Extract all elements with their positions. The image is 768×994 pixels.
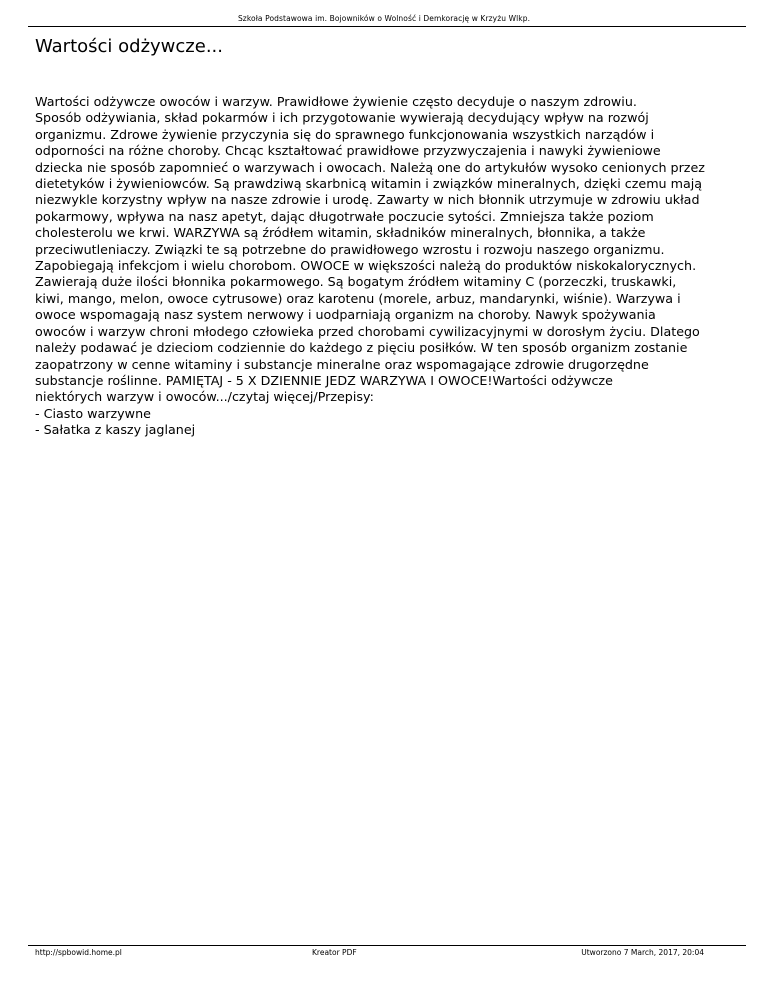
page-title: Wartości odżywcze...	[35, 36, 223, 57]
footer-created-date: Utworzono 7 March, 2017, 20:04	[581, 948, 704, 957]
page-header: Szkoła Podstawowa im. Bojowników o Wolność i Demkorację w Krzyżu Wlkp.	[237, 14, 531, 23]
recipe-link-salatka-z-kaszy-jaglanej[interactable]: - Sałatka z kaszy jaglanej	[35, 422, 196, 438]
footer-divider	[28, 945, 746, 946]
footer-url[interactable]: http://spbowid.home.pl	[35, 948, 122, 957]
article-paragraph: Wartości odżywcze owoców i warzyw. Prawidłowe żywienie często decyduje o naszym zdrowiu. Sposób odżywiania, skład pokarmów i ich przygotowanie wywierają decydujący wpływ na rozwój organizmu. Zdrowe żywienie przyczynia się do sprawnego funkcjonowania wszystkich narządów i odporności na różne choroby. Chcąc kształtować prawidłowe przyzwyczajenia i nawyki żywieniowe dziecka nie sposób zapomnieć o warzywach i owocach. Należą one do artykułów wysoko cenionych przez dietetyków i żywieniowców. Są prawdziwą skarbnicą witamin i związków mineralnych, dzięki czemu mają niezwykle korzystny wpływ na nasze zdrowie i urodę. Zawarty w nich błonnik utrzymuje w zdrowiu układ pokarmowy, wpływa na nasz apetyt, dając długotrwałe poczucie sytości. Zmniejsza także poziom cholesterolu we krwi. WARZYWA są źródłem witamin, składników mineralnych, błonnika, a także przeciwutleniaczy. Związki te są potrzebne do prawidłowego wzrostu i rozwoju naszego organizmu. Zapobiegają infekcjom i wielu chorobom. OWOCE w większości należą do produktów niskokalorycznych. Zawierają duże ilości błonnika pokarmowego. Są bogatym źródłem witaminy C (porzeczki, truskawki, kiwi, mango, melon, owoce cytrusowe) oraz karotenu (morele, arbuz, mandarynki, wiśnie). Warzywa i owoce wspomagają nasz system nerwowy i uodparniają organizm na choroby. Nawyk spożywania owoców i warzyw chroni młodego człowieka przed chorobami cywilizacyjnymi w dorosłym życiu. Dlatego należy podawać je dzieciom codziennie do każdego z pięciu posiłków. W ten sposób organizm zostanie zaopatrzony w cenne witaminy i substancje mineralne oraz wspomagające zdrowie drugorzędne substancje roślinne. PAMIĘTAJ - 5 X DZIENNIE JEDZ WARZYWA I OWOCE!Wartości odżywcze niektórych warzyw i owoców.../czytaj więcej/Przepisy:	[35, 94, 705, 405]
footer-generator: Kreator PDF	[312, 948, 357, 957]
recipe-list	[35, 406, 740, 439]
header-divider	[28, 26, 746, 27]
recipe-link-ciasto-warzywne[interactable]: - Ciasto warzywne	[35, 405, 151, 421]
article-body	[35, 94, 740, 439]
